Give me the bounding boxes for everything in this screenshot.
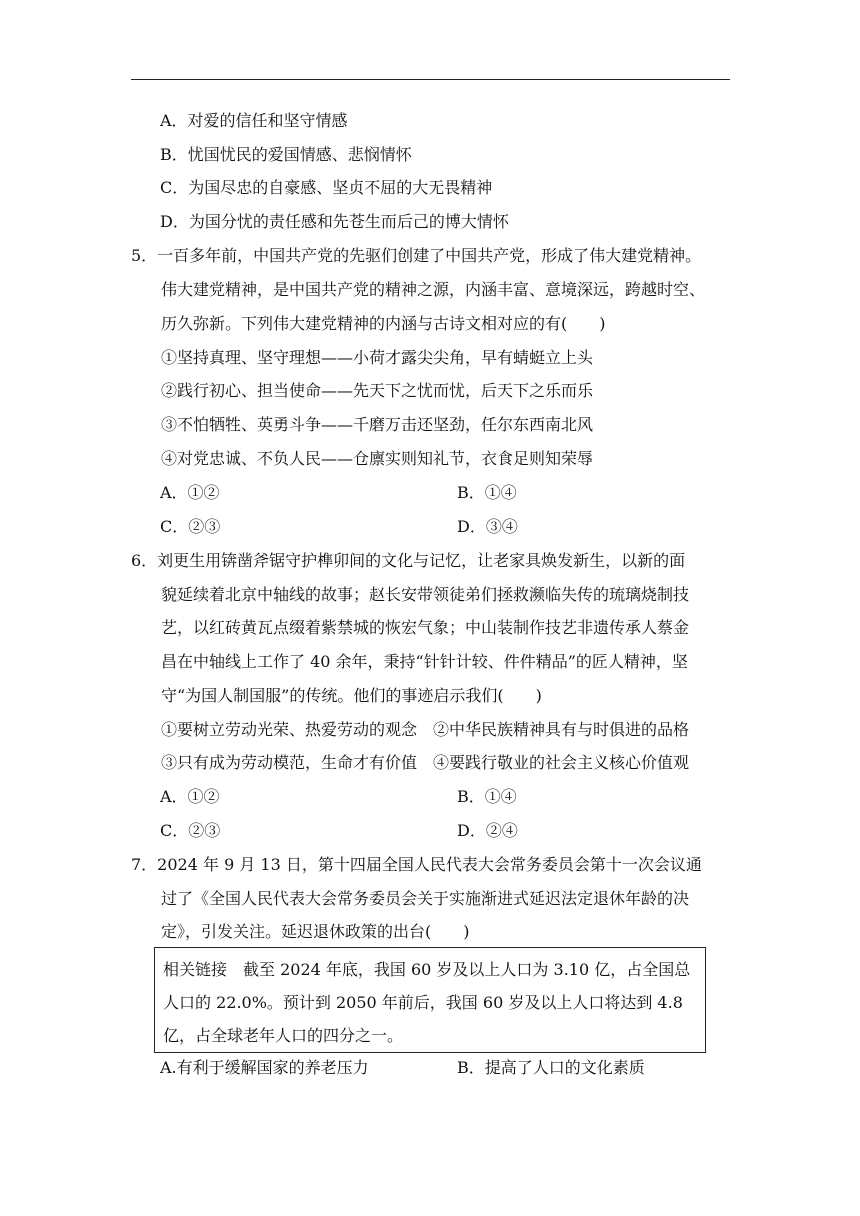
q5-option-b: B．①④ bbox=[457, 483, 517, 502]
q7-option-b: B．提高了人口的文化素质 bbox=[457, 1058, 645, 1077]
prev-option-b: B．忧国忧民的爱国情感、悲悯情怀 bbox=[160, 145, 412, 164]
q7-stem-line-1: 7．2024 年 9 月 13 日，第十四届全国人民代表大会常务委员会第十一次会议通 bbox=[131, 855, 702, 874]
q6-option-d: D．②④ bbox=[457, 821, 518, 840]
related-link-line-1: 相关链接 截至 2024 年底，我国 60 岁及以上人口为 3.10 亿，占全国总 bbox=[163, 960, 691, 979]
q6-stem-line-5: 守“为国人制国服”的传统。他们的事迹启示我们( ) bbox=[161, 686, 542, 705]
q5-stem-line-1: 5．一百多年前，中国共产党的先驱们创建了中国共产党，形成了伟大建党精神。 bbox=[131, 246, 702, 265]
related-link-line-3: 亿，占全球老年人口的四分之一。 bbox=[163, 1026, 404, 1045]
prev-option-d: D．为国分忧的责任感和先苍生而后己的博大情怀 bbox=[160, 212, 509, 231]
q6-option-c: C．②③ bbox=[160, 821, 221, 840]
q5-option-a: A．①② bbox=[160, 483, 220, 502]
q7-stem-line-3: 定》，引发关注。延迟退休政策的出台( ) bbox=[161, 922, 470, 941]
q5-option-c: C．②③ bbox=[160, 517, 221, 536]
q5-item-4: ④对党忠诚、不负人民——仓廪实则知礼节，衣食足则知荣辱 bbox=[161, 449, 594, 468]
q5-item-3: ③不怕牺牲、英勇斗争——千磨万击还坚劲，任尔东西南北风 bbox=[161, 415, 594, 434]
header-rule bbox=[131, 79, 730, 80]
q6-stem-line-1: 6．刘更生用锛凿斧锯守护榫卯间的文化与记忆，让老家具焕发新生，以新的面 bbox=[131, 551, 686, 570]
q5-item-1: ①坚持真理、坚守理想——小荷才露尖尖角，早有蜻蜓立上头 bbox=[161, 348, 594, 367]
prev-option-c: C．为国尽忠的自豪感、坚贞不屈的大无畏精神 bbox=[160, 178, 493, 197]
q6-stem-line-4: 昌在中轴线上工作了 40 余年，秉持“针针计较、件件精品”的匠人精神，坚 bbox=[161, 652, 688, 671]
q6-items-row-1: ①要树立劳动光荣、热爱劳动的观念 ②中华民族精神具有与时俱进的品格 bbox=[161, 720, 690, 739]
q7-option-a: A.有利于缓解国家的养老压力 bbox=[160, 1058, 369, 1077]
related-link-line-2: 人口的 22.0%。预计到 2050 年前后，我国 60 岁及以上人口将达到 4.8 bbox=[163, 993, 683, 1012]
q6-items-row-2: ③只有成为劳动模范，生命才有价值 ④要践行敬业的社会主义核心价值观 bbox=[161, 753, 690, 772]
prev-option-a: A．对爱的信任和坚守情感 bbox=[160, 111, 348, 130]
related-link-box bbox=[154, 947, 706, 1053]
q6-stem-line-3: 艺，以红砖黄瓦点缀着紫禁城的恢宏气象；中山装制作技艺非遗传承人蔡金 bbox=[161, 618, 690, 637]
q6-option-a: A．①② bbox=[160, 787, 220, 806]
q6-stem-line-2: 貌延续着北京中轴线的故事；赵长安带领徒弟们拯救濒临失传的琉璃烧制技 bbox=[161, 585, 690, 604]
q7-stem-line-2: 过了《全国人民代表大会常务委员会关于实施渐进式延迟法定退休年龄的决 bbox=[161, 889, 690, 908]
q5-option-d: D．③④ bbox=[457, 517, 518, 536]
q5-stem-line-3: 历久弥新。下列伟大建党精神的内涵与古诗文相对应的有( ) bbox=[161, 314, 606, 333]
q5-item-2: ②践行初心、担当使命——先天下之忧而忧，后天下之乐而乐 bbox=[161, 381, 594, 400]
q5-stem-line-2: 伟大建党精神，是中国共产党的精神之源，内涵丰富、意境深远，跨越时空、 bbox=[161, 280, 706, 299]
q6-option-b: B．①④ bbox=[457, 787, 517, 806]
